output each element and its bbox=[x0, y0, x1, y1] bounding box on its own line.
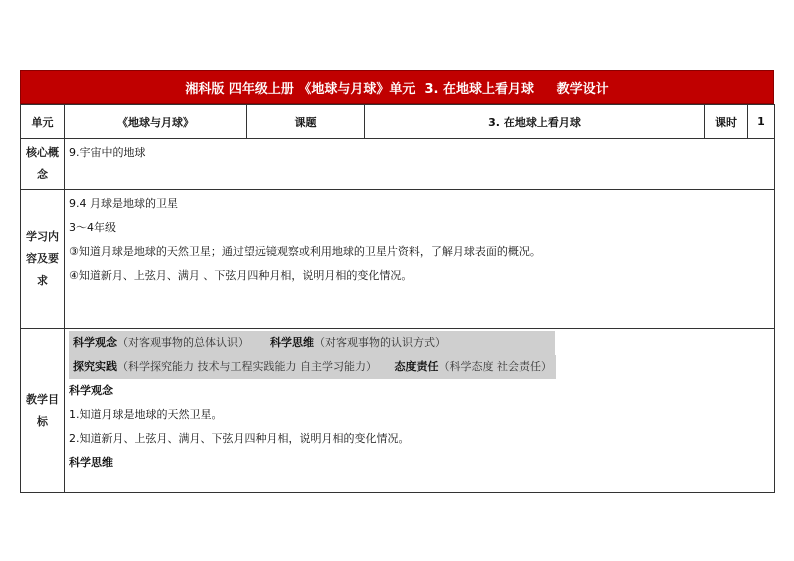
requirements-row bbox=[21, 190, 775, 329]
lesson-value: 3. 在地球上看月球 bbox=[365, 105, 705, 139]
goal-dimension-desc: （对客观事物的认识方式） bbox=[313, 336, 446, 349]
period-label: 课时 bbox=[705, 105, 748, 139]
goal-item: 1.知道月球是地球的天然卫星。 bbox=[69, 408, 223, 421]
goals-row bbox=[21, 329, 775, 493]
goal-dimension-highlight bbox=[69, 355, 556, 379]
requirements-label: 学习内容及要求 bbox=[21, 190, 65, 329]
core-concept-cell bbox=[65, 139, 775, 190]
header-row bbox=[21, 105, 775, 139]
goal-dimension-title: 探究实践 bbox=[73, 360, 117, 373]
goal-dimension-desc: （科学探究能力 技术与工程实践能力 自主学习能力） bbox=[117, 360, 377, 373]
goal-dimension-title: 科学观念 bbox=[73, 336, 117, 349]
lesson-plan-table bbox=[20, 104, 775, 493]
goal-item: 2.知道新月、上弦月、满月、下弦月四种月相，说明月相的变化情况。 bbox=[69, 432, 410, 445]
goal-section-title: 科学思维 bbox=[69, 456, 113, 469]
lesson-plan-document bbox=[20, 70, 774, 493]
goal-dimension-desc: （科学态度 社会责任） bbox=[438, 360, 552, 373]
core-concept-text: 9.宇宙中的地球 bbox=[69, 146, 146, 159]
goal-dimension-title: 态度责任 bbox=[394, 360, 439, 373]
goals-dimension-row-2 bbox=[69, 355, 770, 379]
document-title-banner: 湘科版 四年级上册 《地球与月球》单元 3. 在地球上看月球 教学设计 bbox=[20, 70, 774, 104]
goals-label: 教学目标 bbox=[21, 329, 65, 493]
core-concept-row bbox=[21, 139, 775, 190]
requirement-line: ③知道月球是地球的天然卫星；通过望远镜观察或利用地球的卫星片资料，了解月球表面的概况。 bbox=[69, 245, 541, 258]
goals-dimension-row-1 bbox=[69, 331, 770, 355]
goal-dimension-highlight bbox=[69, 331, 555, 355]
goals-cell bbox=[65, 329, 775, 493]
period-value: 1 bbox=[748, 105, 775, 139]
goal-dimension-desc: （对客观事物的总体认识） bbox=[117, 336, 249, 349]
requirement-line: ④知道新月、上弦月、满月 、下弦月四种月相，说明月相的变化情况。 bbox=[69, 269, 413, 282]
goal-section-title: 科学观念 bbox=[69, 384, 113, 397]
lesson-label: 课题 bbox=[247, 105, 365, 139]
unit-value: 《地球与月球》 bbox=[65, 105, 247, 139]
requirement-line: 3～4年级 bbox=[69, 221, 116, 234]
core-concept-label: 核心概念 bbox=[21, 139, 65, 190]
unit-label: 单元 bbox=[21, 105, 65, 139]
requirement-line: 9.4 月球是地球的卫星 bbox=[69, 197, 178, 210]
goal-dimension-title: 科学思维 bbox=[269, 336, 314, 349]
requirements-cell bbox=[65, 190, 775, 329]
